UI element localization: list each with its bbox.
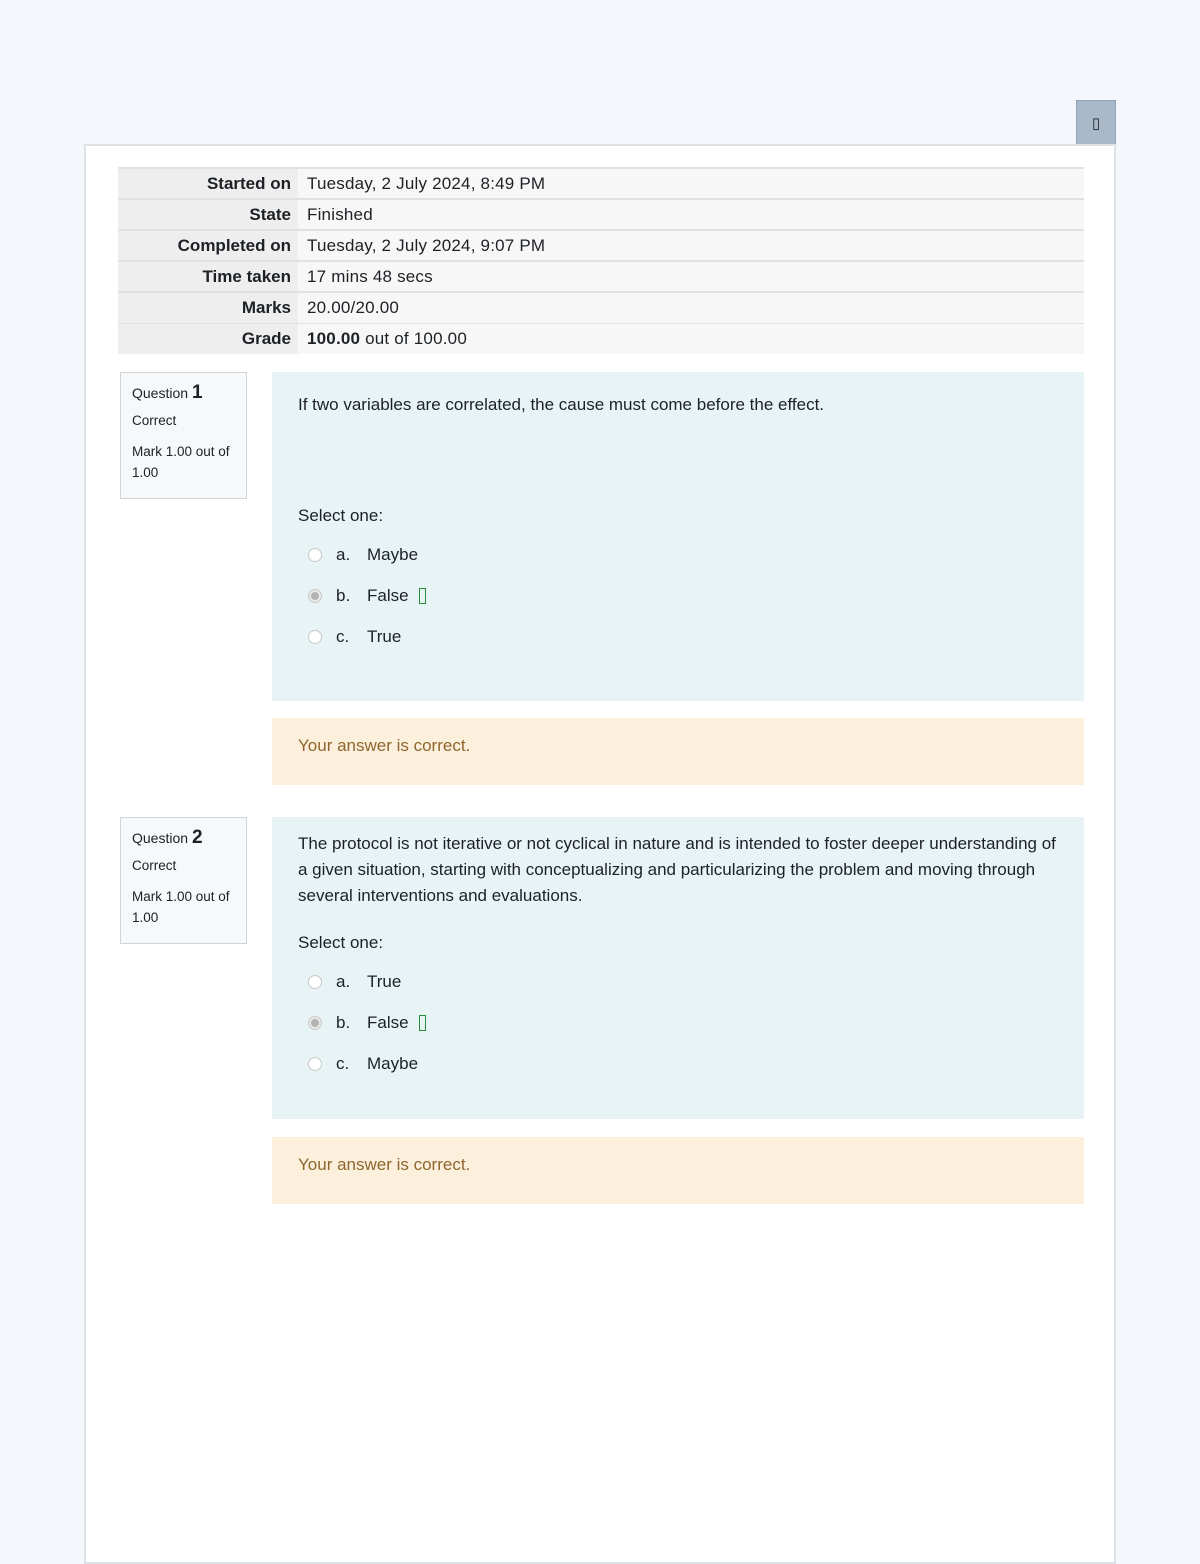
question-feedback-1: Your answer is correct. bbox=[272, 718, 1084, 785]
question-text: If two variables are correlated, the cause must come before the effect. bbox=[298, 395, 825, 414]
summary-label: Time taken bbox=[118, 261, 298, 292]
option-text: Maybe bbox=[367, 544, 419, 564]
answer-options bbox=[298, 534, 1058, 657]
question-text: The protocol is not iterative or not cyclical in nature and is intended to foster deeper understanding of a given situation, starting with conceptualizing and particularizing the problem and moving through several interventions and evaluations. bbox=[298, 834, 1056, 905]
summary-row-time-taken bbox=[118, 261, 1084, 292]
answer-options bbox=[298, 961, 1058, 1084]
question-info-2 bbox=[120, 817, 247, 944]
summary-row-state bbox=[118, 199, 1084, 230]
question-grade: Mark 1.00 out of 1.00 bbox=[132, 444, 230, 480]
option-letter: a. bbox=[336, 544, 351, 564]
radio-button[interactable] bbox=[308, 548, 322, 562]
answer-option-a[interactable] bbox=[298, 534, 1058, 575]
summary-label: Marks bbox=[118, 292, 298, 323]
summary-value: Finished bbox=[298, 199, 1084, 230]
question-state: Correct bbox=[132, 858, 177, 873]
correct-check-icon bbox=[419, 588, 426, 604]
question-formulation-1 bbox=[272, 372, 1084, 701]
drawer-toggle-icon: ▯ bbox=[1091, 113, 1101, 132]
question-state: Correct bbox=[132, 413, 177, 428]
summary-label: Grade bbox=[118, 323, 298, 354]
summary-value: Tuesday, 2 July 2024, 8:49 PM bbox=[298, 168, 1084, 199]
radio-button[interactable] bbox=[308, 975, 322, 989]
summary-value bbox=[298, 323, 1084, 354]
option-letter: b. bbox=[336, 585, 351, 605]
question-feedback-2: Your answer is correct. bbox=[272, 1137, 1084, 1204]
summary-label: State bbox=[118, 199, 298, 230]
summary-label: Started on bbox=[118, 168, 298, 199]
question-label: Question bbox=[132, 830, 189, 846]
summary-label: Completed on bbox=[118, 230, 298, 261]
summary-row-grade bbox=[118, 323, 1084, 354]
answer-option-b[interactable] bbox=[298, 1002, 1058, 1043]
question-number bbox=[132, 827, 235, 849]
correct-check-icon bbox=[419, 1015, 426, 1031]
radio-button-selected[interactable] bbox=[308, 589, 322, 603]
question-number bbox=[132, 382, 235, 404]
option-letter: c. bbox=[336, 626, 350, 646]
option-letter: b. bbox=[336, 1012, 351, 1032]
summary-row-started bbox=[118, 168, 1084, 199]
option-text: False bbox=[367, 1012, 409, 1032]
question-number-value: 2 bbox=[192, 827, 203, 848]
question-formulation-2 bbox=[272, 817, 1084, 1119]
option-text: Maybe bbox=[367, 1053, 419, 1073]
radio-button[interactable] bbox=[308, 630, 322, 644]
option-letter: c. bbox=[336, 1053, 350, 1073]
option-text: False bbox=[367, 585, 409, 605]
summary-value: 17 mins 48 secs bbox=[298, 261, 1084, 292]
option-text: True bbox=[367, 626, 402, 646]
answer-option-c[interactable] bbox=[298, 1043, 1058, 1084]
select-one-prompt: Select one: bbox=[298, 933, 384, 952]
question-info-1 bbox=[120, 372, 247, 499]
question-label: Question bbox=[132, 385, 189, 401]
summary-row-completed bbox=[118, 230, 1084, 261]
grade-value: 100.00 bbox=[307, 328, 361, 348]
answer-option-a[interactable] bbox=[298, 961, 1058, 1002]
question-number-value: 1 bbox=[192, 382, 203, 403]
answer-option-b[interactable] bbox=[298, 575, 1058, 616]
question-grade: Mark 1.00 out of 1.00 bbox=[132, 889, 230, 925]
summary-value: Tuesday, 2 July 2024, 9:07 PM bbox=[298, 230, 1084, 261]
summary-value: 20.00/20.00 bbox=[298, 292, 1084, 323]
quiz-review-page bbox=[84, 144, 1116, 1564]
select-one-prompt: Select one: bbox=[298, 506, 384, 525]
answer-option-c[interactable] bbox=[298, 616, 1058, 657]
attempt-summary-table bbox=[118, 167, 1084, 354]
option-text: True bbox=[367, 971, 402, 991]
radio-button-selected[interactable] bbox=[308, 1016, 322, 1030]
option-letter: a. bbox=[336, 971, 351, 991]
drawer-toggle-button[interactable] bbox=[1076, 100, 1116, 145]
radio-button[interactable] bbox=[308, 1057, 322, 1071]
grade-out-of: out of 100.00 bbox=[360, 328, 467, 348]
summary-row-marks bbox=[118, 292, 1084, 323]
